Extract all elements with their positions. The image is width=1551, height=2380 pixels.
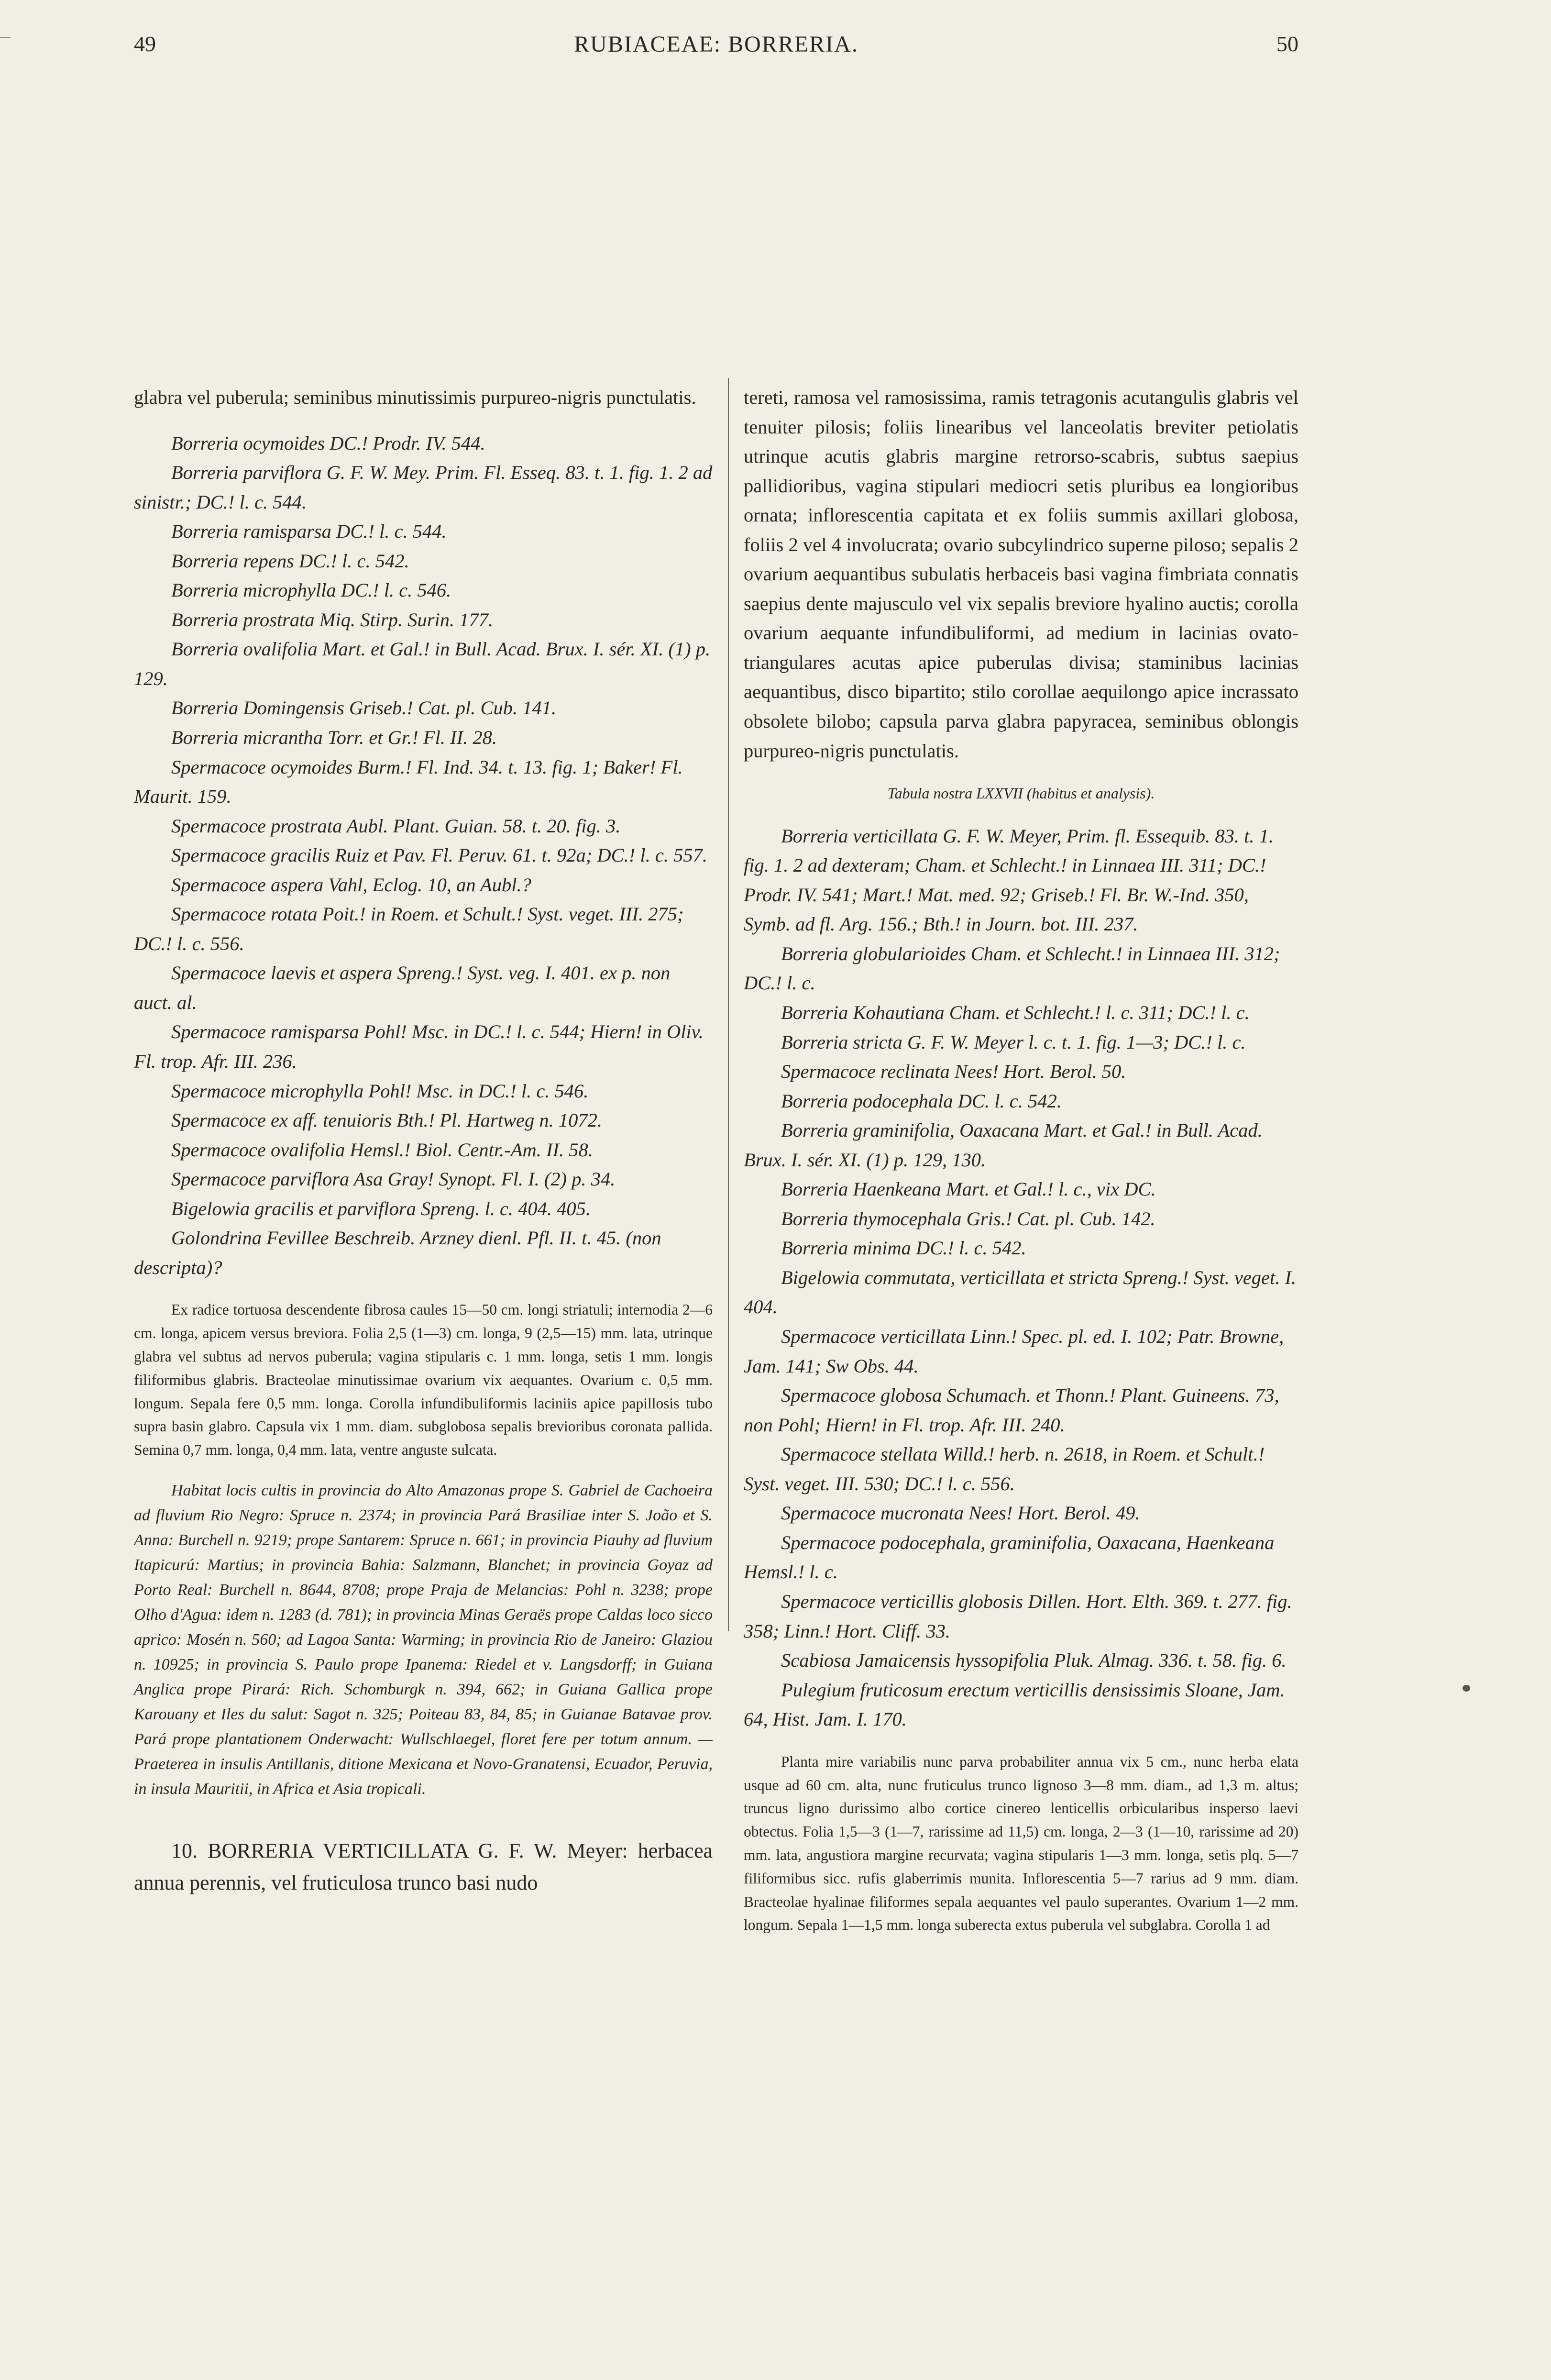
- synonym: Spermacoce verticillis globosis Dillen. Hort. Elth. 369. t. 277. fig. 358; Linn.! Hort. Cliff. 33.: [744, 1590, 1292, 1642]
- description-paragraph: Ex radice tortuosa descendente fibrosa caules 15—50 cm. longi striatuli; internodia 2—6 cm. longa, apicem versus breviora. Folia 2,5 (1—3) cm. longa, 9 (2,5—15) mm. lata, utrinque glabra vel subtus ad nervos puberula; vagina stipularis c. 1 mm. longa, setis 1 mm. longis filiformibus glabris. Bracteolae minutissimae ovarium vix aequantes. Ovarium c. 0,5 mm. longum. Sepala fere 0,5 mm. longa. Corolla infundibuliformis laciniis apice papillosis tubo supra basin glabro. Capsula vix 1 mm. diam. subglobosa sepalis brevioribus coronata pallida. Semina 0,7 mm. longa, 0,4 mm. lata, ventre anguste sulcata.: [134, 1301, 713, 1459]
- synonym: Borreria globularioides Cham. et Schlecht.! in Linnaea III. 312; DC.! l. c.: [744, 942, 1280, 994]
- synonym: Bigelowia gracilis et parviflora Spreng. l. c. 404. 405.: [171, 1197, 591, 1219]
- synonym: Borreria ramisparsa DC.! l. c. 544.: [171, 520, 447, 542]
- synonym: Spermacoce mucronata Nees! Hort. Berol. 49.: [781, 1502, 1140, 1524]
- ink-speck: [1463, 1685, 1470, 1692]
- synonym: Pulegium fruticosum erectum verticillis densissimis Sloane, Jam. 64, Hist. Jam. I. 170.: [744, 1679, 1285, 1730]
- synonym: Spermacoce microphylla Pohl! Msc. in DC.! l. c. 546.: [171, 1080, 589, 1102]
- synonym: Borreria micrantha Torr. et Gr.! Fl. II. 28.: [171, 727, 497, 749]
- synonym: Spermacoce verticillata Linn.! Spec. pl. ed. I. 102; Patr. Browne, Jam. 141; Sw Obs. 44.: [744, 1326, 1284, 1377]
- synonym: Spermacoce laevis et aspera Spreng.! Syst. veg. I. 401. ex p. non auct. al.: [134, 962, 671, 1013]
- synonym: Borreria minima DC.! l. c. 542.: [781, 1237, 1026, 1259]
- synonym-list-left: [134, 429, 713, 1283]
- synonym: Borreria graminifolia, Oaxacana Mart. et Gal.! in Bull. Acad. Brux. I. sér. XI. (1) p. 129, 130.: [744, 1119, 1263, 1171]
- synonym: Borreria microphylla DC.! l. c. 546.: [171, 579, 451, 601]
- synonym: Spermacoce ocymoides Burm.! Fl. Ind. 34. t. 13. fig. 1; Baker! Fl. Maurit. 159.: [134, 756, 683, 808]
- synonym: Borreria Kohautiana Cham. et Schlecht.! l. c. 311; DC.! l. c.: [781, 1002, 1250, 1024]
- running-title: RUBIACEAE: BORRERIA.: [574, 32, 858, 57]
- synonym: Spermacoce aspera Vahl, Eclog. 10, an Aubl.?: [171, 874, 531, 896]
- synonym: Scabiosa Jamaicensis hyssopifolia Pluk. Almag. 336. t. 58. fig. 6.: [781, 1649, 1287, 1672]
- synonym: Spermacoce stellata Willd.! herb. n. 2618, in Roem. et Schult.! Syst. veget. III. 530; DC.! l. c. 556.: [744, 1443, 1265, 1494]
- page-number-right: 50: [1276, 32, 1298, 56]
- margin-mark: [0, 37, 11, 38]
- synonym: Borreria parviflora G. F. W. Mey. Prim. Fl. Esseq. 83. t. 1. fig. 1. 2 ad sinistr.; DC.! l. c. 544.: [134, 462, 713, 513]
- synonym: Golondrina Fevillee Beschreib. Arzney dienl. Pfl. II. t. 45. (non descripta)?: [134, 1227, 661, 1278]
- synonym-list-right: [744, 821, 1298, 1734]
- tabula-caption: Tabula nostra LXXVII (habitus et analysis).: [887, 785, 1155, 802]
- intro-text: glabra vel puberula; seminibus minutissimis purpureo-nigris punctulatis.: [134, 387, 696, 408]
- synonym: Borreria repens DC.! l. c. 542.: [171, 550, 409, 572]
- synonym: Bigelowia commutata, verticillata et stricta Spreng.! Syst. veget. I. 404.: [744, 1266, 1297, 1318]
- species-heading: 10. BORRERIA VERTICILLATA G. F. W. Meyer: herbacea annua perennis, vel fruticulosa trunco basi nudo: [134, 1839, 713, 1895]
- habitat-paragraph: Habitat locis cultis in provincia do Alto Amazonas prope S. Gabriel de Cachoeira ad fluvium Rio Negro: Spruce n. 2374; in provincia Pará Brasiliae inter S. João et S. Anna: Burchell n. 9219; prope Santarem: Spruce n. 661; in provincia Piauhy ad fluvium Itapicurú: Martius; in provincia Bahia: Salzmann, Blanchet; in provincia Goyaz ad Porto Real: Burchell n. 8644, 8708; prope Praja de Melancias: Pohl n. 3238; prope Olho d'Agua: idem n. 1283 (d. 781); in provincia Minas Geraës prope Caldas loco sicco aprico: Mosén n. 560; ad Lagoa Santa: Warming; in provincia Rio de Janeiro: Glaziou n. 10925; in provincia S. Paulo prope Ipanema: Riedel et v. Langsdorff; in Guiana Anglica prope Pirará: Rich. Schomburgk n. 394, 662; in Guiana Gallica prope Karouany et Iles du salut: Sagot n. 325; Poiteau 83, 84, 85; in Guianae Batavae prov. Pará prope plantationem Onderwacht: Wullschlaegel, floret fere per totum annum. — Praeterea in insulis Antillanis, ditione Mexicana et Novo-Granatensi, Ecuador, Peruvia, in insula Mauritii, in Africa et Asia tropicali.: [134, 1482, 713, 1798]
- right-column: [744, 383, 1298, 1937]
- synonym: Spermacoce rotata Poit.! in Roem. et Schult.! Syst. veget. III. 275; DC.! l. c. 556.: [134, 903, 684, 954]
- left-column: [134, 383, 713, 1899]
- description-paragraph: Planta mire variabilis nunc parva probabiliter annua vix 5 cm., nunc herba elata usque ad 60 cm. alta, nunc fruticulus trunco lignoso 3—8 mm. diam., ad 1,3 m. altus; truncus ligno durissimo albo cortice cinereo lenticellis orbicularibus insperso laevi obtectus. Folia 1,5—3 (1—7, rarissime ad 11,5) cm. longa, 2—3 (1—10, rarissime ad 20) mm. lata, angustiora margine recurvata; vagina stipularis 1—3 mm. longa, setis plq. 5—7 filiformibus sicc. rufis glaberrimis munita. Inflorescentia 5—7 rarius ad 9 mm. diam. Bracteolae hyalinae filiformes sepala aequantes vel paulo superantes. Ovarium 1—2 mm. longum. Sepala 1—1,5 mm. longa suberecta extus puberula vel subglabra. Corolla 1 ad: [744, 1753, 1298, 1934]
- synonym: Borreria verticillata G. F. W. Meyer, Prim. fl. Essequib. 83. t. 1. fig. 1. 2 ad dexteram; Cham. et Schlecht.! in Linnaea III. 311; DC.! Prodr. IV. 541; Mart.! Mat. med. 92; Griseb.! Fl. Br. W.-Ind. 350, Symb. ad fl. Arg. 156.; Bth.! in Journ. bot. III. 237.: [744, 825, 1274, 935]
- synonym: Spermacoce globosa Schumach. et Thonn.! Plant. Guineens. 73, non Pohl; Hiern! in Fl. trop. Afr. III. 240.: [744, 1384, 1279, 1436]
- synonym: Spermacoce reclinata Nees! Hort. Berol. 50.: [781, 1061, 1126, 1083]
- synonym: Borreria ocymoides DC.! Prodr. IV. 544.: [171, 432, 485, 454]
- synonym: Spermacoce parviflora Asa Gray! Synopt. Fl. I. (2) p. 34.: [171, 1168, 616, 1190]
- synonym: Borreria thymocephala Gris.! Cat. pl. Cub. 142.: [781, 1207, 1155, 1229]
- synonym: Spermacoce ramisparsa Pohl! Msc. in DC.! l. c. 544; Hiern! in Oliv. Fl. trop. Afr. III. 236.: [134, 1021, 704, 1073]
- synonym: Borreria Domingensis Griseb.! Cat. pl. Cub. 141.: [171, 697, 557, 719]
- page-header: [134, 31, 1298, 74]
- synonym: Spermacoce prostrata Aubl. Plant. Guian. 58. t. 20. fig. 3.: [171, 815, 621, 837]
- synonym: Spermacoce gracilis Ruiz et Pav. Fl. Peruv. 61. t. 92a; DC.! l. c. 557.: [171, 844, 708, 866]
- synonym: Borreria Haenkeana Mart. et Gal.! l. c., vix DC.: [781, 1178, 1156, 1200]
- diagnosis-text: tereti, ramosa vel ramosissima, ramis tetragonis acutangulis glabris vel tenuiter pilosis; foliis linearibus vel lanceolatis breviter petiolatis utrinque acutis glabris margine retrorso-scabris, subtus saepius pallidioribus, vagina stipulari mediocri setis pluribus ea longioribus ornata; inflorescentia capitata et ex foliis summis axillari globosa, foliis 2 vel 4 involucrata; ovario subcylindrico superne piloso; sepalis 2 ovarium aequantibus subulatis herbaceis basi vagina fimbriata connatis saepius dente majusculo vel vix sepalis breviore hyalino auctis; corolla ovarium aequante infundibuliformi, ad medium in lacinias ovato-triangulares acutas apice puberulas divisa; staminibus lacinias aequantibus, disco bipartito; stilo corollae aequilongo apice incrassato obsolete bilobo; capsula parva glabra papyracea, seminibus oblongis purpureo-nigris punctulatis.: [744, 387, 1298, 762]
- synonym: Spermacoce ovalifolia Hemsl.! Biol. Centr.-Am. II. 58.: [171, 1139, 593, 1161]
- synonym: Spermacoce podocephala, graminifolia, Oaxacana, Haenkeana Hemsl.! l. c.: [744, 1531, 1275, 1583]
- synonym: Borreria podocephala DC. l. c. 542.: [781, 1090, 1062, 1112]
- page-number-left: 49: [134, 32, 156, 56]
- column-divider: [728, 378, 729, 1631]
- synonym: Borreria ovalifolia Mart. et Gal.! in Bull. Acad. Brux. I. sér. XI. (1) p. 129.: [134, 638, 711, 689]
- synonym: Spermacoce ex aff. tenuioris Bth.! Pl. Hartweg n. 1072.: [171, 1109, 602, 1131]
- synonym: Borreria stricta G. F. W. Meyer l. c. t. 1. fig. 1—3; DC.! l. c.: [781, 1031, 1246, 1053]
- synonym: Borreria prostrata Miq. Stirp. Surin. 177.: [171, 609, 494, 631]
